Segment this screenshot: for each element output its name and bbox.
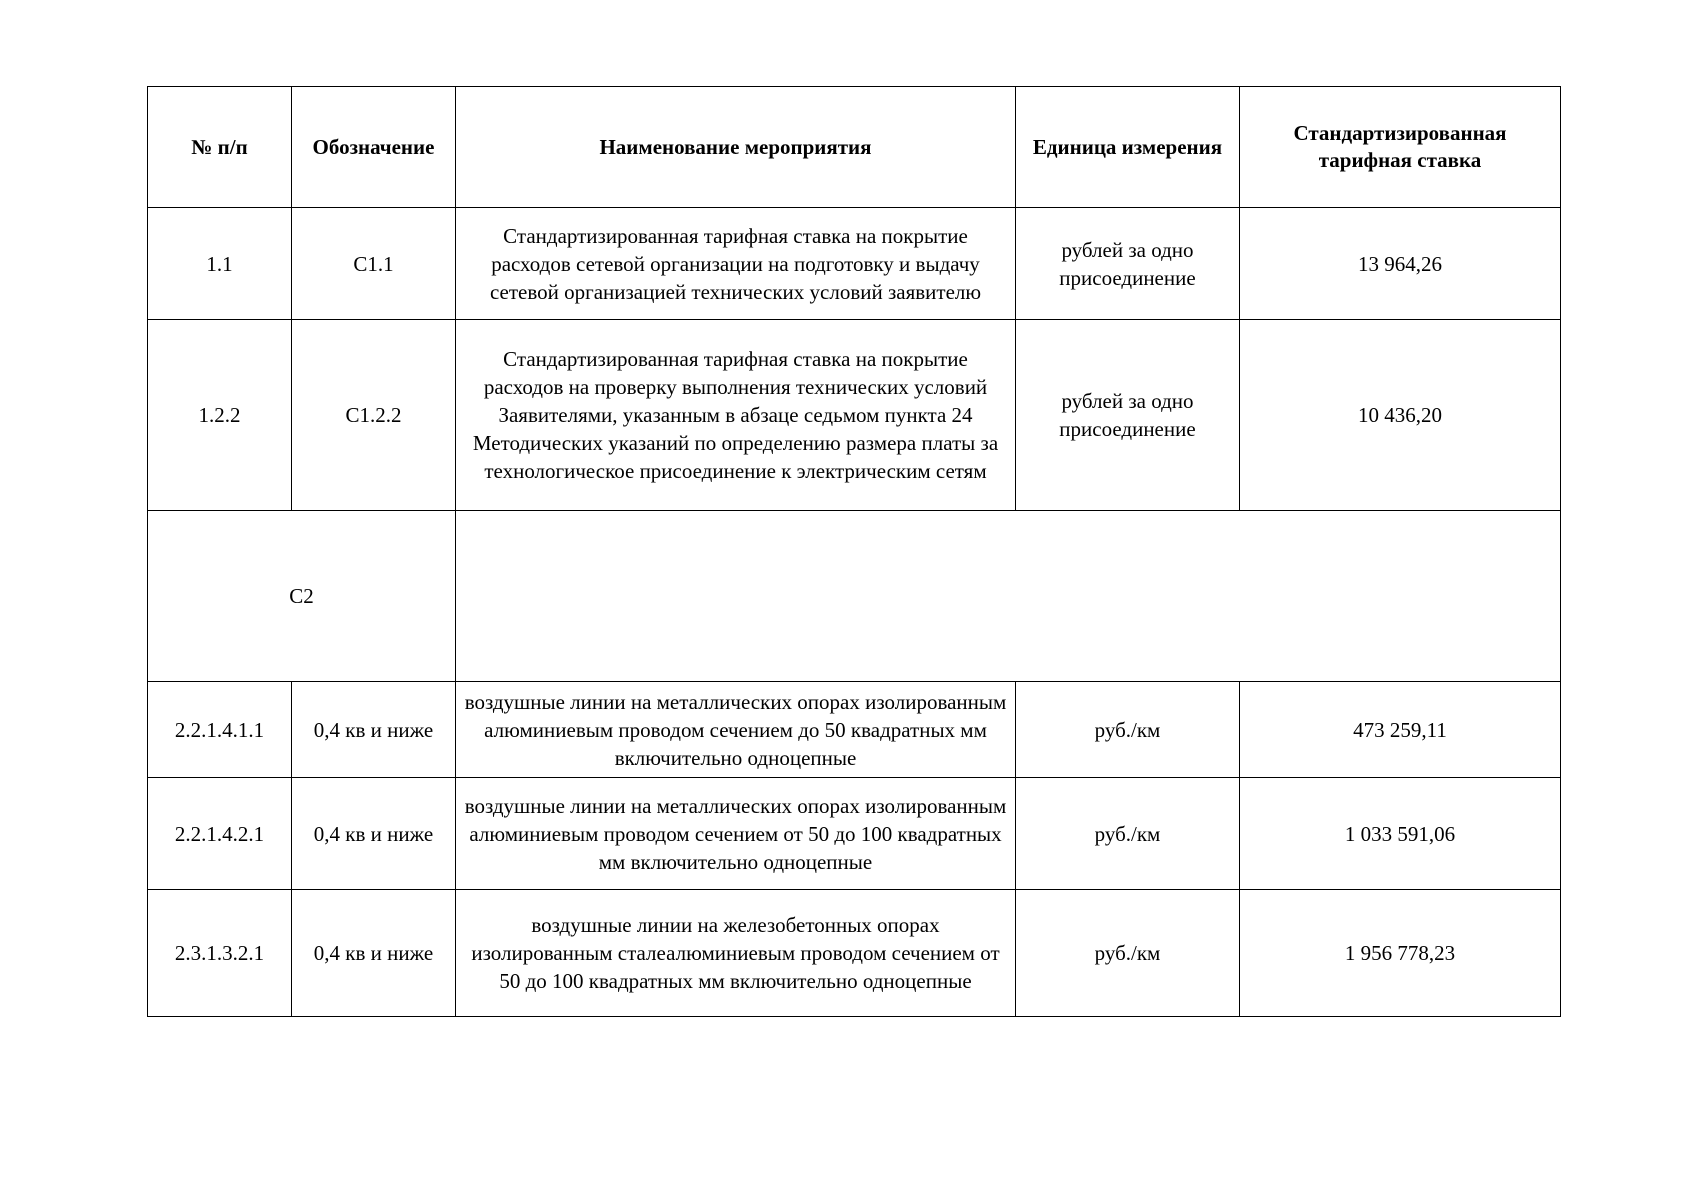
cell-number: 2.2.1.4.1.1: [148, 682, 292, 778]
cell-rate: 1 033 591,06: [1240, 778, 1561, 890]
cell-unit: рублей за одно присоединение: [1016, 208, 1240, 320]
cell-activity-name: воздушные линии на металлических опорах изолированным алюминиевым проводом сечением до 50 квадратных мм включительно одноцепные: [456, 682, 1016, 778]
header-number: № п/п: [148, 87, 292, 208]
header-activity-name: Наименование мероприятия: [456, 87, 1016, 208]
cell-activity-name: Стандартизированная тарифная ставка на покрытие расходов сетевой организации на подготовку и выдачу сетевой организацией технических условий заявителю: [456, 208, 1016, 320]
cell-unit: руб./км: [1016, 778, 1240, 890]
cell-rate: 473 259,11: [1240, 682, 1561, 778]
cell-designation: C1.2.2: [292, 320, 456, 511]
header-row: [148, 87, 1561, 208]
cell-designation: 0,4 кв и ниже: [292, 778, 456, 890]
cell-number: 2.2.1.4.2.1: [148, 778, 292, 890]
table-row: [148, 778, 1561, 890]
cell-unit: рублей за одно присоединение: [1016, 320, 1240, 511]
cell-designation: 0,4 кв и ниже: [292, 682, 456, 778]
cell-unit: руб./км: [1016, 890, 1240, 1017]
cell-number: 1.1: [148, 208, 292, 320]
group-row: [148, 511, 1561, 682]
cell-activity-name: воздушные линии на железобетонных опорах изолированным сталеалюминиевым проводом сечением от 50 до 100 квадратных мм включительно одноцепные: [456, 890, 1016, 1017]
header-rate: Стандартизированная тарифная ставка: [1240, 87, 1561, 208]
cell-unit: руб./км: [1016, 682, 1240, 778]
cell-number: 1.2.2: [148, 320, 292, 511]
header-unit: Единица измерения: [1016, 87, 1240, 208]
cell-designation: C1.1: [292, 208, 456, 320]
table-row: [148, 682, 1561, 778]
cell-designation: 0,4 кв и ниже: [292, 890, 456, 1017]
table-row: [148, 320, 1561, 511]
cell-group-empty: [456, 511, 1561, 682]
cell-number: 2.3.1.3.2.1: [148, 890, 292, 1017]
cell-activity-name: Стандартизированная тарифная ставка на покрытие расходов на проверку выполнения технических условий Заявителями, указанным в абзаце седьмом пункта 24 Методических указаний по определению размера платы за технологическое присоединение к электрическим сетям: [456, 320, 1016, 511]
table-row: [148, 890, 1561, 1017]
tariff-table: [147, 86, 1561, 1017]
table-row: [148, 208, 1561, 320]
cell-rate: 10 436,20: [1240, 320, 1561, 511]
cell-activity-name: воздушные линии на металлических опорах изолированным алюминиевым проводом сечением от 50 до 100 квадратных мм включительно одноцепные: [456, 778, 1016, 890]
header-designation: Обозначение: [292, 87, 456, 208]
cell-rate: 13 964,26: [1240, 208, 1561, 320]
cell-group-code: C2: [148, 511, 456, 682]
cell-rate: 1 956 778,23: [1240, 890, 1561, 1017]
